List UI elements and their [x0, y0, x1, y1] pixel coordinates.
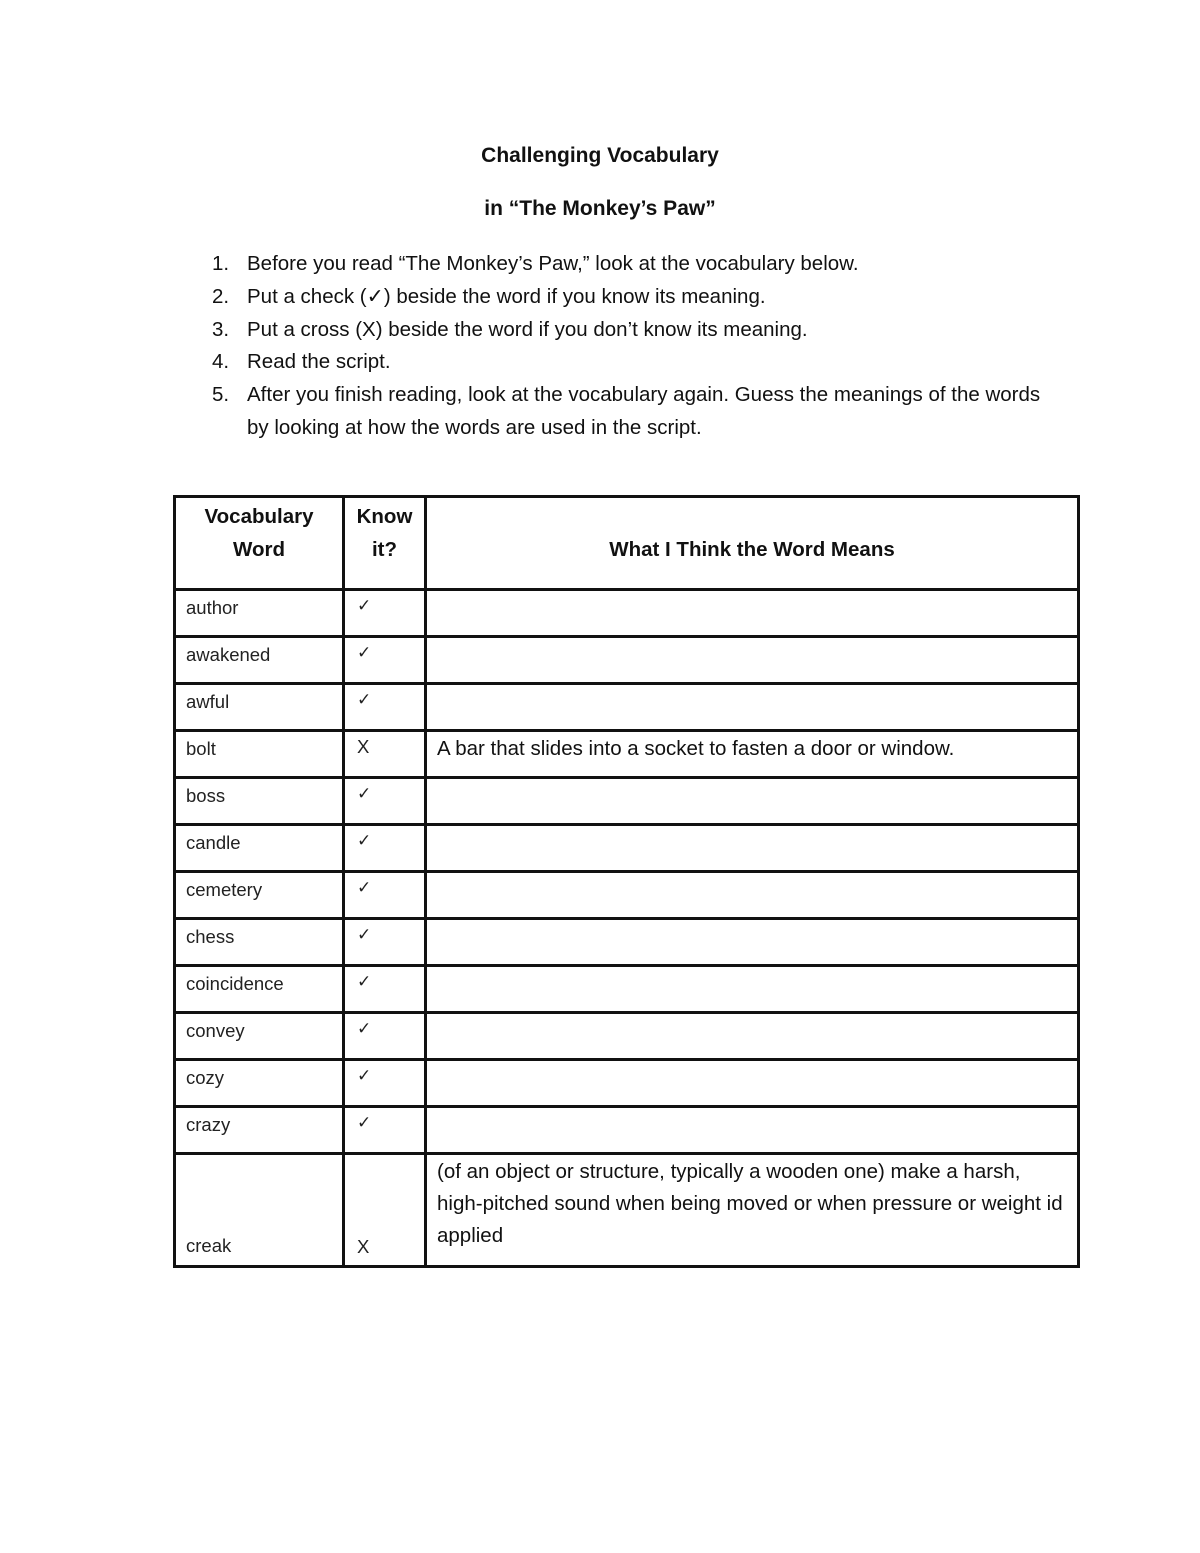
- instruction-number: 4.: [212, 350, 230, 374]
- table-row: [175, 1013, 1079, 1060]
- word-cell: [175, 590, 344, 637]
- know-cell[interactable]: [344, 919, 426, 966]
- header-know-line1: Know: [356, 505, 413, 528]
- page-subtitle: in “The Monkey’s Paw”: [484, 197, 716, 220]
- header-word-line2: Word: [232, 538, 285, 561]
- instruction-number: 5.: [212, 383, 230, 407]
- instruction-text: Before you read “The Monkey’s Paw,” look at the vocabulary below.: [247, 252, 859, 275]
- know-cell[interactable]: [344, 637, 426, 684]
- meaning-cell[interactable]: [426, 731, 1079, 778]
- meaning-cell[interactable]: [426, 590, 1079, 637]
- know-cell[interactable]: [344, 966, 426, 1013]
- meaning-text: [427, 920, 1077, 921]
- table-row: [175, 590, 1079, 637]
- instruction-text: After you finish reading, look at the vocabulary again. Guess the meanings of the words by looking at how the words are used in the script.: [247, 383, 1041, 439]
- check-mark: ✓: [357, 1066, 372, 1086]
- table-row: [175, 637, 1079, 684]
- cross-mark: X: [357, 1236, 370, 1257]
- vocabulary-word: creak: [186, 1235, 232, 1256]
- table-row: [175, 1107, 1079, 1154]
- know-cell[interactable]: [344, 872, 426, 919]
- table-row: [175, 778, 1079, 825]
- table-row: [175, 684, 1079, 731]
- know-cell[interactable]: [344, 684, 426, 731]
- vocabulary-word: coincidence: [186, 973, 284, 994]
- check-mark: ✓: [357, 1019, 372, 1039]
- meaning-text: [427, 591, 1077, 592]
- meaning-text: [427, 638, 1077, 639]
- know-cell[interactable]: [344, 825, 426, 872]
- vocabulary-word: chess: [186, 926, 235, 947]
- table-row: [175, 731, 1079, 778]
- cross-mark: X: [357, 736, 370, 757]
- word-cell: [175, 731, 344, 778]
- instruction-item: [212, 314, 1052, 347]
- check-mark: ✓: [357, 596, 372, 616]
- instruction-number: 2.: [212, 284, 230, 308]
- instructions-list: [212, 248, 1052, 445]
- instruction-text: Put a check (✓) beside the word if you know its meaning.: [247, 284, 766, 308]
- meaning-cell[interactable]: [426, 966, 1079, 1013]
- meaning-text: [427, 779, 1077, 780]
- check-mark: ✓: [357, 972, 372, 992]
- meaning-cell[interactable]: [426, 825, 1079, 872]
- meaning-text: [427, 967, 1077, 968]
- meaning-cell[interactable]: [426, 1154, 1079, 1267]
- instruction-item: [212, 248, 1052, 281]
- vocabulary-table: [173, 495, 1080, 1268]
- vocabulary-word: cozy: [186, 1067, 225, 1088]
- check-mark: ✓: [357, 690, 372, 710]
- vocabulary-word: author: [186, 597, 239, 618]
- meaning-text: [427, 685, 1077, 686]
- know-cell[interactable]: [344, 1154, 426, 1267]
- word-cell: [175, 778, 344, 825]
- check-mark: ✓: [357, 1113, 372, 1133]
- table-row: [175, 825, 1079, 872]
- meaning-text: [427, 826, 1077, 827]
- table-row: [175, 919, 1079, 966]
- word-cell: [175, 1013, 344, 1060]
- instruction-item: [212, 346, 1052, 379]
- know-cell[interactable]: [344, 590, 426, 637]
- instruction-number: 1.: [212, 252, 230, 275]
- vocabulary-word: candle: [186, 832, 241, 853]
- know-cell[interactable]: [344, 1013, 426, 1060]
- know-cell[interactable]: [344, 778, 426, 825]
- table-row: [175, 1060, 1079, 1107]
- instruction-item: [212, 379, 1052, 445]
- know-cell[interactable]: [344, 1107, 426, 1154]
- vocabulary-word: awful: [186, 691, 230, 712]
- vocabulary-word: boss: [186, 785, 226, 806]
- meaning-text: [427, 873, 1077, 874]
- instruction-text: Put a cross (X) beside the word if you don’t know its meaning.: [247, 317, 808, 341]
- meaning-cell[interactable]: [426, 1060, 1079, 1107]
- check-mark: ✓: [357, 784, 372, 804]
- know-cell[interactable]: [344, 731, 426, 778]
- meaning-cell[interactable]: [426, 919, 1079, 966]
- word-cell: [175, 1060, 344, 1107]
- word-cell: [175, 966, 344, 1013]
- page-title: Challenging Vocabulary: [481, 144, 719, 167]
- know-cell[interactable]: [344, 1060, 426, 1107]
- instruction-item: [212, 281, 1052, 314]
- meaning-text: [427, 1061, 1077, 1062]
- table-row: [175, 966, 1079, 1013]
- table-header-row: [175, 497, 1079, 590]
- meaning-text: [427, 1014, 1077, 1015]
- meaning-text: (of an object or structure, typically a wooden one) make a harsh, high-pitched sound when being moved or when pressure or weight id applied: [437, 1160, 1063, 1247]
- meaning-cell[interactable]: [426, 684, 1079, 731]
- word-cell: [175, 684, 344, 731]
- meaning-cell[interactable]: [426, 872, 1079, 919]
- word-cell: [175, 919, 344, 966]
- instruction-text: Read the script.: [247, 350, 391, 374]
- meaning-text: A bar that slides into a socket to fasten a door or window.: [437, 737, 955, 760]
- meaning-cell[interactable]: [426, 1013, 1079, 1060]
- check-mark: ✓: [357, 878, 372, 898]
- instruction-number: 3.: [212, 317, 230, 341]
- header-word-line1: Vocabulary: [204, 505, 314, 528]
- word-cell: [175, 825, 344, 872]
- meaning-cell[interactable]: [426, 778, 1079, 825]
- word-cell: [175, 872, 344, 919]
- meaning-cell[interactable]: [426, 637, 1079, 684]
- table-row: [175, 872, 1079, 919]
- word-cell: [175, 1107, 344, 1154]
- header-meaning: What I Think the Word Means: [426, 497, 1079, 590]
- vocabulary-word: cemetery: [186, 879, 263, 900]
- word-cell: [175, 637, 344, 684]
- check-mark: ✓: [357, 925, 372, 945]
- header-know-it: [344, 497, 426, 590]
- vocabulary-word: awakened: [186, 644, 271, 665]
- meaning-text: [427, 1108, 1077, 1109]
- vocabulary-word: bolt: [186, 738, 216, 759]
- check-mark: ✓: [357, 643, 372, 663]
- header-know-line2: it?: [371, 538, 398, 561]
- check-mark: ✓: [357, 831, 372, 851]
- vocabulary-word: convey: [186, 1020, 245, 1041]
- vocabulary-word: crazy: [186, 1114, 231, 1135]
- word-cell: [175, 1154, 344, 1267]
- header-vocabulary-word: [175, 497, 344, 590]
- table-row: [175, 1154, 1079, 1267]
- meaning-cell[interactable]: [426, 1107, 1079, 1154]
